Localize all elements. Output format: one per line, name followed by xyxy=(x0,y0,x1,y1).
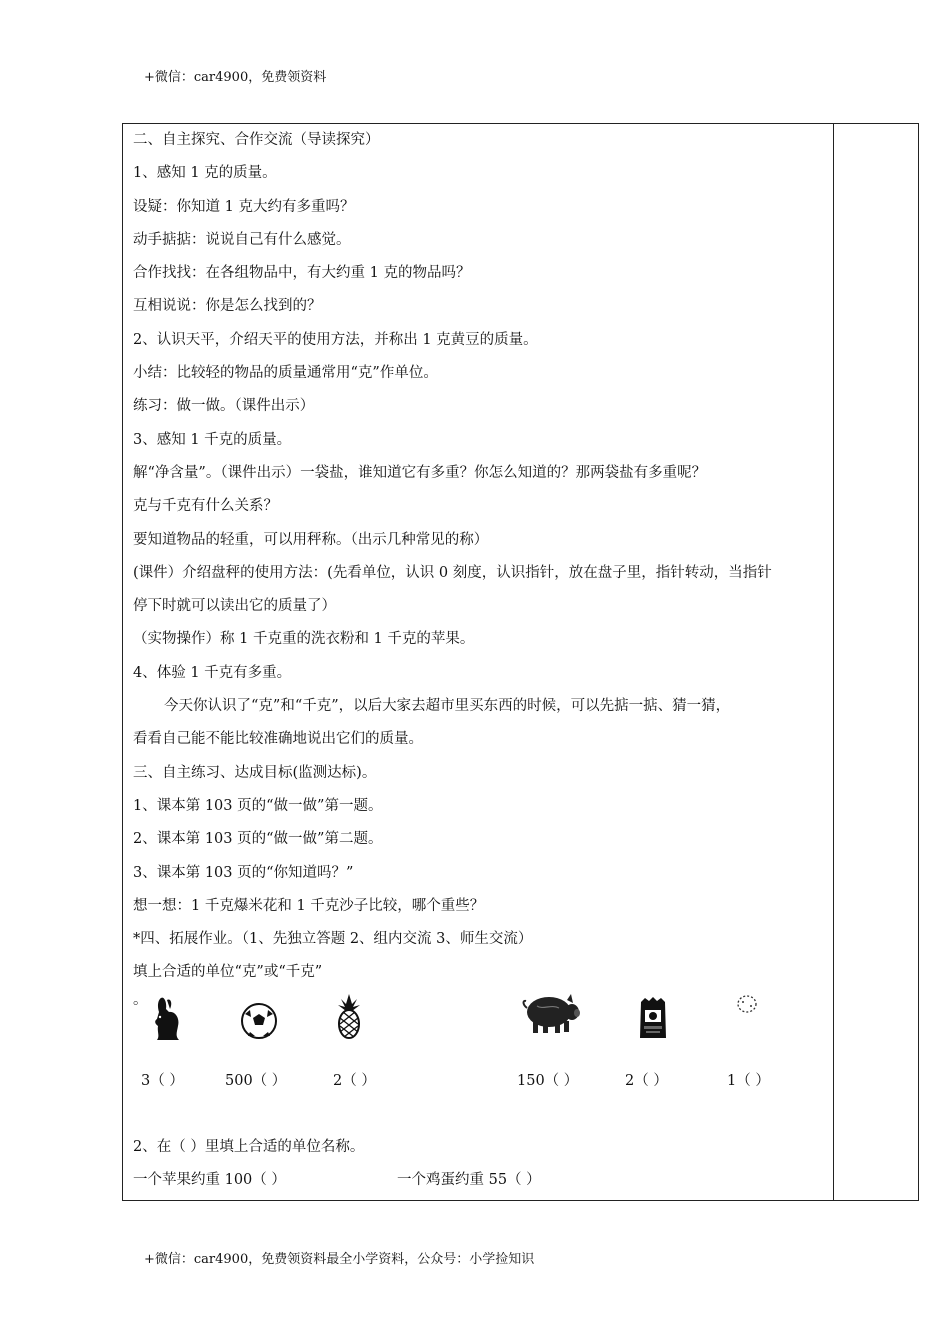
page-header: +微信：car4900，免费领资料 xyxy=(144,70,327,85)
content-line: 动手掂掂：说说自己有什么感觉。 xyxy=(133,231,351,248)
answer-blank-ball[interactable]: 500（ ） xyxy=(225,1072,287,1089)
item-icons-row xyxy=(133,990,827,1065)
flour-bag-icon xyxy=(631,994,675,1042)
content-line: （实物操作）称 1 千克重的洗衣粉和 1 千克的苹果。 xyxy=(133,631,475,648)
pineapple-icon xyxy=(327,992,371,1040)
content-line: 4、体验 1 千克有多重。 xyxy=(133,664,292,681)
section-4-heading: *四、拓展作业。（1、先独立答题 2、组内交流 3、师生交流） xyxy=(133,931,533,948)
content-line: 克与千克有什么关系？ xyxy=(133,498,278,515)
lesson-table xyxy=(122,123,919,1201)
question-2-item-egg[interactable]: 一个鸡蛋约重 55（ ） xyxy=(397,1172,541,1189)
content-line: 2、课本第 103 页的“做一做”第二题。 xyxy=(133,831,383,848)
content-line: 3、课本第 103 页的“你知道吗？” xyxy=(133,864,354,881)
answer-blank-peanut[interactable]: 1（ ） xyxy=(727,1072,770,1089)
content-line: 练习：做一做。（课件出示） xyxy=(133,398,315,415)
content-line: 合作找找：在各组物品中，有大约重 1 克的物品吗？ xyxy=(133,265,471,282)
content-line: 看看自己能不能比较准确地说出它们的质量。 xyxy=(133,731,423,748)
lesson-content xyxy=(133,124,827,1197)
answer-blank-rabbit[interactable]: 3（ ） xyxy=(141,1072,184,1089)
soccer-ball-icon xyxy=(237,996,281,1044)
answer-blanks-row xyxy=(133,1065,827,1098)
peanut-icon xyxy=(725,990,769,1038)
content-line: 设疑：你知道 1 克大约有多重吗？ xyxy=(133,198,355,215)
content-line: 解“净含量”。（课件出示）一袋盐，谁知道它有多重？你怎么知道的？那两袋盐有多重呢？ xyxy=(133,464,707,481)
answer-blank-pig[interactable]: 150（ ） xyxy=(517,1072,579,1089)
answer-blank-bag[interactable]: 2（ ） xyxy=(625,1072,668,1089)
answer-blank-pineapple[interactable]: 2（ ） xyxy=(333,1072,376,1089)
content-line: 今天你认识了“克”和“千克”，以后大家去超市里买东西的时候，可以先掂一掂、猜一猜， xyxy=(164,698,731,715)
content-line: 3、感知 1 千克的质量。 xyxy=(133,431,292,448)
column-divider xyxy=(833,124,834,1200)
content-line: 停下时就可以读出它的质量了） xyxy=(133,598,336,615)
content-line: 要知道物品的轻重，可以用秤称。（出示几种常见的称） xyxy=(133,531,489,548)
content-line: 想一想：1 千克爆米花和 1 千克沙子比较，哪个重些？ xyxy=(133,897,485,914)
content-line: (课件）介绍盘秤的使用方法：(先看单位，认识 0 刻度，认识指针，放在盘子里，指针转动，当指针 xyxy=(133,564,772,581)
content-line: 2、认识天平，介绍天平的使用方法，并称出 1 克黄豆的质量。 xyxy=(133,331,538,348)
content-line: 1、课本第 103 页的“做一做”第一题。 xyxy=(133,797,383,814)
content-line: 1、感知 1 克的质量。 xyxy=(133,165,277,182)
question-2-title: 2、在（ ）里填上合适的单位名称。 xyxy=(133,1138,365,1155)
content-line: 互相说说：你是怎么找到的？ xyxy=(133,298,322,315)
rabbit-icon xyxy=(145,994,189,1042)
content-line: 填上合适的单位“克”或“千克” xyxy=(133,964,323,981)
question-2-item-apple[interactable]: 一个苹果约重 100（ ） xyxy=(133,1172,286,1189)
pig-icon xyxy=(521,990,581,1038)
section-2-heading: 二、自主探究、合作交流（导读探究） xyxy=(133,132,380,148)
section-3-heading: 三、自主练习、达成目标(监测达标)。 xyxy=(133,764,377,781)
icons-prefix: 。 xyxy=(133,991,148,1008)
question-2-items xyxy=(133,1164,827,1197)
page-footer: +微信：car4900，免费领资料最全小学资料，公众号：小学捡知识 xyxy=(144,1252,535,1267)
content-line: 小结：比较轻的物品的质量通常用“克”作单位。 xyxy=(133,365,438,382)
